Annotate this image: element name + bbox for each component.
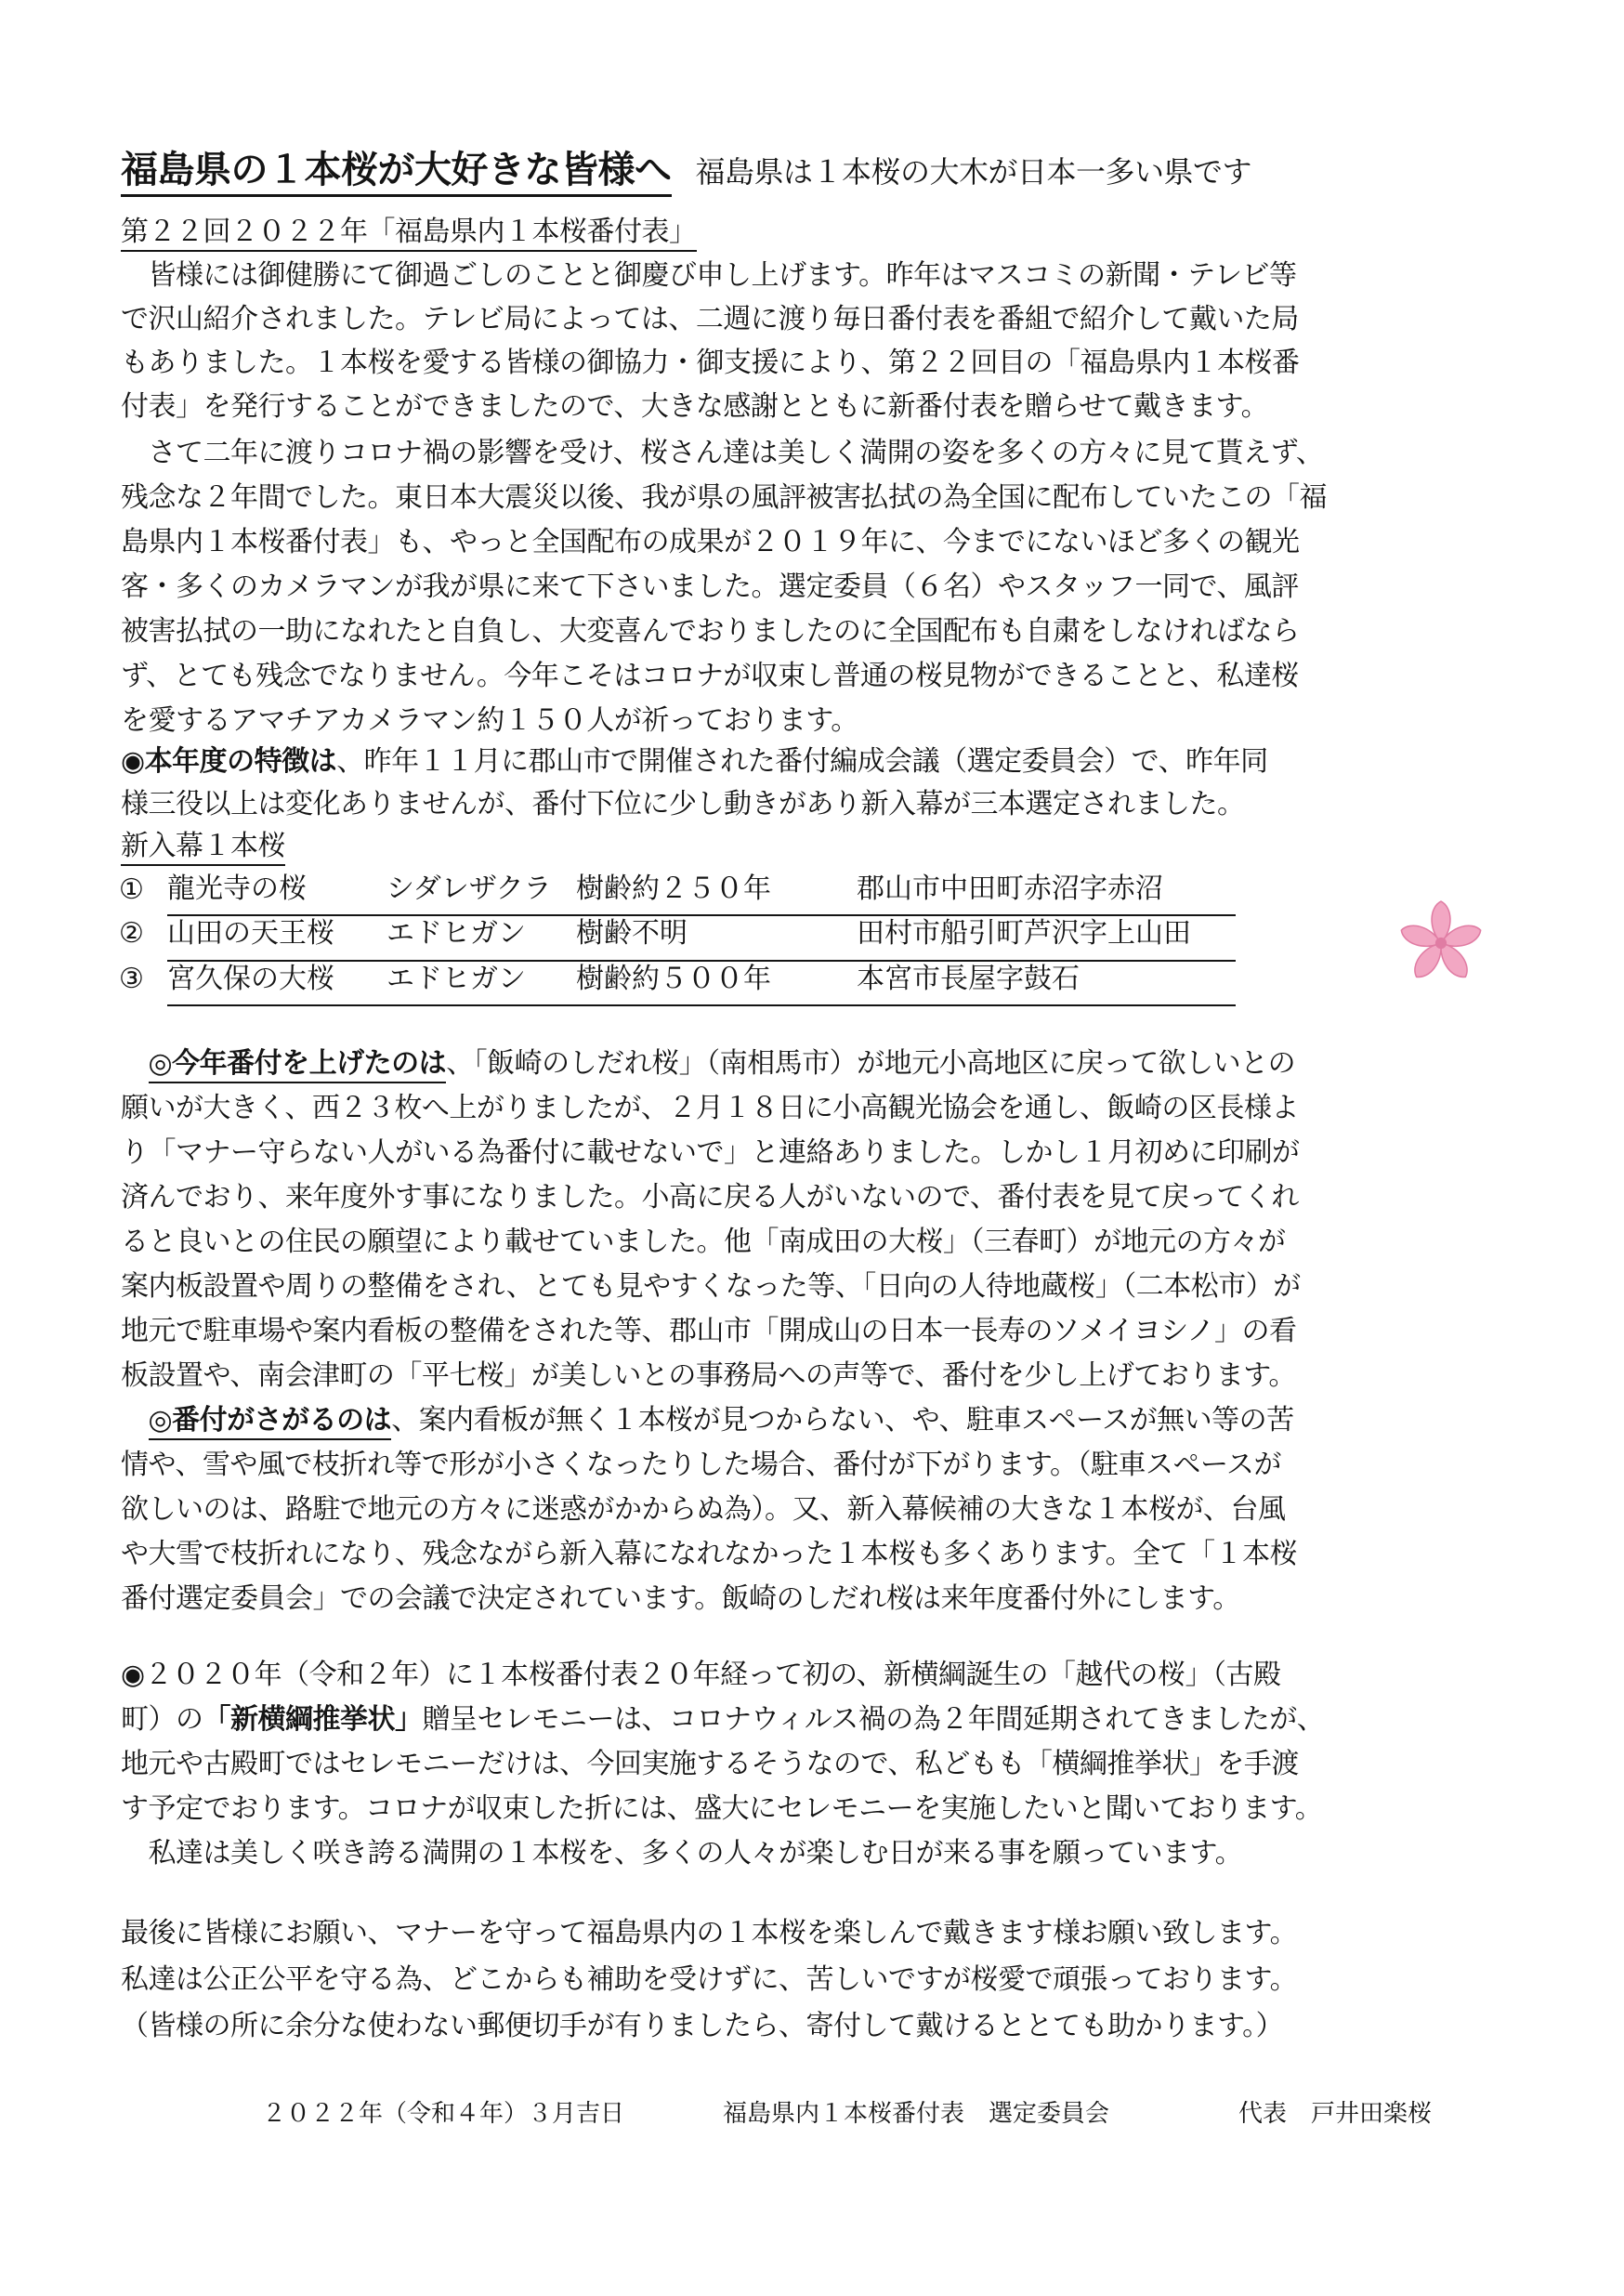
title-subtitle: 福島県は１本桜の大木が日本一多い県です [695,154,1252,190]
para2-line: 客・多くのカメラマンが我が県に来て下さいました。選定委員（６名）やスタッフ一同で、風評 [121,571,1299,603]
feature-line-2: 様三役以上は変化ありませんが、番付下位に少し動きがあり新入幕が三本選定されました。 [121,788,1245,820]
entry-number: ② [119,917,144,951]
lower-lead: ◎番付がさがるのは [149,1404,392,1440]
para2-line: を愛するアマチアカメラマン約１５０人が祈っております。 [121,704,858,737]
entry-variety: シダレザクラ [386,872,576,915]
entry-variety: エドヒガン [386,961,576,1005]
raise-line: ると良いとの住民の願望により載せていました。他「南成田の大桜」（三春町）が地元の方々が [121,1226,1286,1258]
title-main: 福島県の１本桜が大好きな皆様へ [121,148,672,197]
raise-line: 地元で駐車場や案内看板の整備をされた等、郡山市「開成山の日本一長寿のソメイヨシノ」の看 [121,1315,1297,1347]
raise-lead: ◎今年番付を上げたのは [149,1047,447,1083]
para2-line: ず、とても残念でなりません。今年こそはコロナが収束し普通の桜見物ができることと、私達桜 [121,660,1299,692]
raise-line-1: ◎今年番付を上げたのは、「飯崎のしだれ桜」（南相馬市）が地元小高地区に戻って欲しいとの [121,1050,1295,1078]
entry-name: 山田の天王桜 [167,915,386,960]
yokozuna-line: す予定でおります。コロナが収束した折には、盛大にセレモニーを実施したいと聞いております。 [121,1792,1323,1825]
sakura-flower-icon [1394,896,1488,991]
entry-age: 樹齢不明 [576,915,857,960]
para2-line: 島県内１本桜番付表」も、やっと全国配布の成果が２０１９年に、今までにないほど多くの観光 [121,526,1300,558]
lower-line: や大雪で枝折れになり、残念ながら新入幕になれなかった１本桜も多くあります。全て「１本桜 [121,1538,1298,1570]
para1-line: 皆様には御健勝にて御過ごしのことと御慶び申し上げます。昨年はマスコミの新聞・テレビ等 [121,259,1297,292]
entry-number: ① [119,872,144,906]
closing-line: 私達は公正公平を守る為、どこからも補助を受けずに、苦しいですが桜愛で頑張っております。 [121,1963,1298,1996]
entry-location: 郡山市中田町赤沼字赤沼 [857,872,1236,915]
feature-line-1: ◉本年度の特徴は、昨年１１月に郡山市で開催された番付編成会議（選定委員会）で、昨年同 [121,745,1268,778]
lower-line-1: ◎番付がさがるのは、案内看板が無く１本桜が見つからない、や、駐車スペースが無い等の苦 [121,1407,1294,1435]
para2-line: 被害払拭の一助になれたと自負し、大変喜んでおりましたのに全国配布も自粛をしなければなら [121,615,1300,648]
para1-line: 付表」を発行することができましたので、大きな感謝とともに新番付表を贈らせて戴きます。 [121,390,1269,423]
new-entries-table [119,872,1236,1006]
edition-heading: 第２２回２０２２年「福島県内１本桜番付表」 [121,218,697,246]
lower-line: 欲しいのは、路駐で地元の方々に迷惑がかからぬ為）。又、新入幕候補の大きな１本桜が、台風 [121,1493,1286,1526]
raise-line: 願いが大きく、西２３枚へ上がりましたが、２月１８日に小高観光協会を通し、飯崎の区長様よ [121,1092,1299,1124]
table-row [119,961,1236,1005]
para1-line: もありました。１本桜を愛する皆様の御協力・御支援により、第２２回目の「福島県内１本桜番 [121,347,1300,379]
yokozuna-line-2: 町）の「新横綱推挙状」贈呈セレモニーは、コロナウィルス禍の為２年間延期されてきましたが、 [121,1703,1325,1736]
para1-line: で沢山紹介されました。テレビ局によっては、二週に渡り毎日番付表を番組で紹介して戴いた局 [121,303,1299,335]
raise-line: り「マナー守らない人がいる為番付に載せないで」と連絡ありました。しかし１月初めに印刷が [121,1136,1300,1169]
yokozuna-highlight: 「新横綱推挙状」 [203,1703,423,1736]
raise-line: 案内板設置や周りの整備をされ、とても見やすくなった等、「日向の人待地蔵桜」（二本松市）が [121,1270,1301,1303]
entry-location: 本宮市長屋字鼓石 [857,961,1236,1005]
table-row [119,872,1236,915]
entry-number: ③ [119,962,144,995]
yokozuna-line: 地元や古殿町ではセレモニーだけは、今回実施するそうなので、私どもも「横綱推挙状」を手渡 [121,1748,1299,1780]
entry-age: 樹齢約５００年 [576,961,857,1005]
closing-line: （皆様の所に余分な使わない郵便切手が有りましたら、寄付して戴けるととても助かります。） [121,2010,1284,2042]
new-entries-heading: 新入幕１本桜 [121,833,285,860]
para2-line: さて二年に渡りコロナ禍の影響を受け、桜さん達は美しく満開の姿を多くの方々に見て貰えず、 [121,437,1324,469]
footer-representative: 代表 戸井田楽桜 [1238,2100,1433,2128]
para2-line: 残念な２年間でした。東日本大震災以後、我が県の風評被害払拭の為全国に配布していたこの「福 [121,481,1327,514]
entry-age: 樹齢約２５０年 [576,872,857,915]
raise-line: 板設置や、南会津町の「平七桜」が美しいとの事務局への声等で、番付を少し上げております。 [121,1359,1296,1392]
yokozuna-line: ◉２０２０年（令和２年）に１本桜番付表２０年経って初の、新横綱誕生の「越代の桜」（古殿 [121,1659,1281,1691]
yokozuna-line: 私達は美しく咲き誇る満開の１本桜を、多くの人々が楽しむ日が来る事を願っています。 [121,1837,1243,1870]
lower-line: 番付選定委員会」での会議で決定されています。飯崎のしだれ桜は来年度番付外にします。 [121,1582,1240,1615]
lower-line: 情や、雪や風で枝折れ等で形が小さくなったりした場合、番付が下がります。（駐車スペースが [121,1449,1281,1481]
table-row [119,915,1236,960]
entry-location: 田村市船引町芦沢字上山田 [857,915,1236,960]
raise-line: 済んでおり、来年度外す事になりました。小高に戻る人がいないので、番付表を見て戻ってくれ [121,1181,1299,1214]
feature-lead: ◉本年度の特徴は [121,745,337,778]
footer-date: ２０２２年（令和４年）３月吉日 [262,2100,625,2128]
footer-organization: 福島県内１本桜番付表 選定委員会 [723,2100,1110,2128]
page-title [121,148,1252,191]
entry-variety: エドヒガン [386,915,576,960]
entry-name: 龍光寺の桜 [167,872,386,915]
entry-name: 宮久保の大桜 [167,961,386,1005]
closing-line: 最後に皆様にお願い、マナーを守って福島県内の１本桜を楽しんで戴きます様お願い致します。 [121,1917,1298,1949]
